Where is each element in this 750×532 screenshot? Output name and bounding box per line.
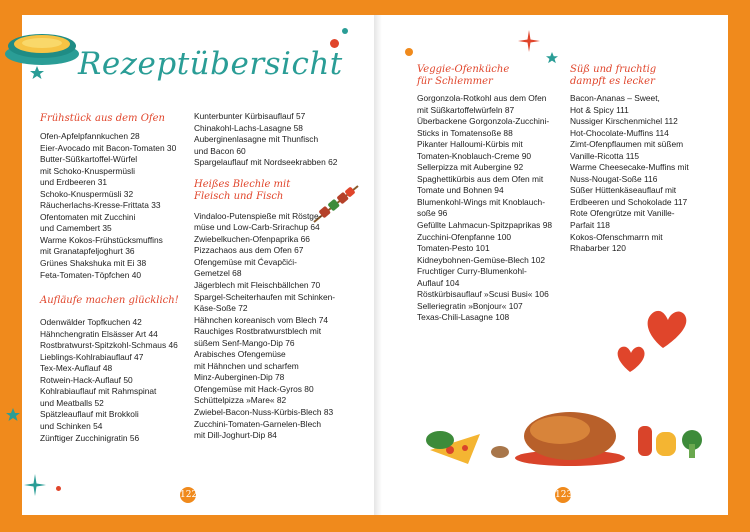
toc-entry: Rote Ofengrütze mit Vanille- xyxy=(570,208,675,219)
toc-entry: Tex-Mex-Auflauf 48 xyxy=(40,363,113,374)
entry-list xyxy=(40,317,190,444)
toc-entry: Tomate und Bohnen 94 xyxy=(417,185,504,196)
section-heading: Frühstück aus dem Ofen xyxy=(40,113,165,124)
toc-entry: Röstkürbisauflauf »Scusi Busi« 106 xyxy=(417,289,549,300)
toc-entry: Kokos-Ofenschmarrn mit xyxy=(570,231,663,242)
toc-entry: Fruchtiger Curry-Blumenkohl- xyxy=(417,266,527,277)
star-decoration-icon xyxy=(30,66,44,80)
entry-list xyxy=(194,211,344,442)
toc-entry: Kohlrabiauflauf mit Rahmspinat xyxy=(40,386,157,397)
toc-entry: mit Schoko-Knuspermüsli xyxy=(40,165,135,176)
toc-entry: Auflauf 104 xyxy=(417,277,460,288)
roast-food-illustration xyxy=(420,392,720,472)
toc-entry: Zünftiger Zucchinigratin 56 xyxy=(40,432,140,443)
toc-entry: Selleriegratin »Bonjour« 107 xyxy=(417,300,523,311)
entry-list xyxy=(40,131,190,281)
toc-entry: mit Süßkartoffelwürfeln 87 xyxy=(417,104,515,115)
toc-entry: Arabisches Ofengemüse xyxy=(194,349,286,360)
toc-entry: Grünes Shakshuka mit Ei 38 xyxy=(40,258,147,269)
toc-entry: Odenwälder Topfkuchen 42 xyxy=(40,317,142,328)
casserole-dish-illustration xyxy=(2,24,82,68)
toc-entry: Jägerblech mit Fleischbällchen 70 xyxy=(194,280,321,291)
toc-entry: Zucchini-Ofenpfanne 100 xyxy=(417,231,512,242)
toc-entry: mit Hähnchen und scharfem xyxy=(194,360,299,371)
toc-entry: Sellerpizza mit Aubergine 92 xyxy=(417,162,524,173)
toc-entry: Gefüllte Lahmacun-Spitzpaprikas 98 xyxy=(417,220,553,231)
toc-entry: Ofen-Apfelpfannkuchen 28 xyxy=(40,131,140,141)
toc-entry: Warme Kokos-Frühstücksmuffins xyxy=(40,234,163,245)
toc-entry: Ofentomaten mit Zucchini xyxy=(40,211,136,222)
page-number-left: 122 xyxy=(178,485,198,505)
toc-entry: Hähnchen koreanisch vom Blech 74 xyxy=(194,314,329,325)
book-gutter xyxy=(374,15,382,515)
toc-entry: Feta-Tomaten-Töpfchen 40 xyxy=(40,269,142,280)
toc-entry: Butter-Süßkartoffel-Würfel xyxy=(40,154,138,165)
toc-entry: Pizzachaos aus dem Ofen 67 xyxy=(194,245,304,256)
toc-entry: Nussiger Kirschenmichel 112 xyxy=(570,116,678,127)
toc-entry: mit Dill-Joghurt-Dip 84 xyxy=(194,430,277,441)
toc-entry: und Meatballs 52 xyxy=(40,397,104,408)
toc-entry: Nuss-Nougat-Soße 116 xyxy=(570,173,658,184)
toc-column-3 xyxy=(417,62,567,324)
toc-entry: mit Granatapfeljoghurt 36 xyxy=(40,246,135,257)
toc-entry: Zucchini-Tomaten-Garnelen-Blech xyxy=(194,418,322,429)
toc-entry: Bacon-Ananas – Sweet, xyxy=(570,93,660,103)
entry-list xyxy=(417,93,567,324)
toc-entry: Rhabarber 120 xyxy=(570,243,626,254)
dot-decoration-icon xyxy=(56,486,61,491)
toc-entry: Erdbeeren und Schokolade 117 xyxy=(570,196,688,207)
toc-entry: Vindaloo-Putenspieße mit Röstge- xyxy=(194,210,322,221)
toc-entry: Kidneybohnen-Gemüse-Blech 102 xyxy=(417,254,546,265)
toc-entry: Warme Cheesecake-Muffins mit xyxy=(570,162,689,173)
toc-entry: und Camembert 35 xyxy=(40,223,112,234)
toc-entry: Tomaten-Pesto 101 xyxy=(417,243,490,254)
section-heading: Süß und fruchtig dampft es lecker xyxy=(570,64,657,87)
toc-entry: Süßer Hüttenkäseauflauf mit xyxy=(570,185,677,196)
toc-entry: Pikanter Halloumi-Kürbis mit xyxy=(417,139,523,150)
toc-entry: Lieblings-Kohlrabiauflauf 47 xyxy=(40,351,144,362)
toc-column-4 xyxy=(570,62,720,255)
section-heading: Veggie-Ofenküche für Schlemmer xyxy=(417,64,510,87)
toc-entry: Chinakohl-Lachs-Lasagne 58 xyxy=(194,122,303,133)
toc-entry: Ofengemüse mit Ćevapčići- xyxy=(194,256,297,267)
toc-entry: Rostbratwurst-Spitzkohl-Schmaus 46 xyxy=(40,340,178,351)
toc-entry: Rotwein-Hack-Auflauf 50 xyxy=(40,374,133,385)
toc-entry: soße 96 xyxy=(417,208,448,219)
toc-entry: Hähnchengratin Elsässer Art 44 xyxy=(40,328,158,339)
toc-entry: Zwiebel-Bacon-Nuss-Kürbis-Blech 83 xyxy=(194,407,334,418)
star-decoration-icon xyxy=(6,408,20,422)
toc-entry: Kunterbunter Kürbisauflauf 57 xyxy=(194,111,306,121)
toc-entry: und Bacon 60 xyxy=(194,145,246,156)
toc-entry: Tomaten-Knoblauch-Creme 90 xyxy=(417,150,532,161)
toc-entry: Auberginenlasagne mit Thunfisch xyxy=(194,134,319,145)
toc-entry: Vanille-Ricotta 115 xyxy=(570,150,640,161)
entry-list xyxy=(194,111,344,169)
sparkle-decoration-icon xyxy=(24,474,46,496)
entry-list xyxy=(570,93,720,255)
toc-column-1 xyxy=(40,111,190,444)
toc-entry: Spargelauflauf mit Nordseekrabben 62 xyxy=(194,157,338,168)
toc-entry: Schoko-Knuspermüsli 32 xyxy=(40,188,134,199)
toc-column-2 xyxy=(194,111,344,442)
dot-decoration-icon xyxy=(405,48,413,56)
toc-entry: und Schinken 54 xyxy=(40,421,103,432)
toc-entry: Zimt-Ofenpflaumen mit süßem xyxy=(570,139,684,150)
toc-entry: Überbackene Gorgonzola-Zucchini- xyxy=(417,116,550,127)
toc-entry: Schüttelpizza »Mare« 82 xyxy=(194,395,287,406)
toc-entry: Zwiebelkuchen-Ofenpaprika 66 xyxy=(194,233,310,244)
toc-entry: Eier-Avocado mit Bacon-Tomaten 30 xyxy=(40,142,177,153)
toc-entry: Hot-Chocolate-Muffins 114 xyxy=(570,127,669,138)
toc-entry: müse und Low-Carb-Srirachup 64 xyxy=(194,222,320,233)
toc-entry: und Erdbeeren 31 xyxy=(40,177,108,188)
toc-entry: Rauchiges Rostbratwurstblech mit xyxy=(194,326,322,337)
page-number-right: 123 xyxy=(553,485,573,505)
toc-entry: Texas-Chili-Lasagne 108 xyxy=(417,312,510,323)
toc-entry: Spargel-Scheiterhaufen mit Schinken- xyxy=(194,291,336,302)
toc-entry: Hot & Spicy 111 xyxy=(570,104,629,115)
section-heading: Aufläufe machen glücklich! xyxy=(40,295,179,307)
toc-entry: Gorgonzola-Rotkohl aus dem Ofen xyxy=(417,93,547,103)
toc-entry: Käse-Soße 72 xyxy=(194,303,248,314)
dot-decoration-icon xyxy=(342,28,348,34)
sparkle-decoration-icon xyxy=(518,30,540,52)
section-heading: Heißes Blechle mit Fleisch und Fisch xyxy=(194,178,291,202)
toc-entry: Spätzleauflauf mit Brokkoli xyxy=(40,409,139,420)
toc-entry: Ofengemüse mit Hack-Gyros 80 xyxy=(194,383,314,394)
toc-entry: Minz-Auberginen-Dip 78 xyxy=(194,372,285,383)
toc-entry: Blumenkohl-Wings mit Knoblauch- xyxy=(417,196,546,207)
toc-entry: Parfait 118 xyxy=(570,220,610,231)
page-title: Rezeptübersicht xyxy=(78,46,343,82)
toc-entry: Sticks in Tomatensoße 88 xyxy=(417,127,513,138)
toc-entry: Gemetzel 68 xyxy=(194,268,242,279)
hearts-illustration xyxy=(608,300,688,380)
toc-entry: süßem Senf-Mango-Dip 76 xyxy=(194,337,295,348)
toc-entry: Spaghettikürbis aus dem Ofen mit xyxy=(417,173,544,184)
toc-entry: Räucherlachs-Kresse-Frittata 33 xyxy=(40,200,161,211)
